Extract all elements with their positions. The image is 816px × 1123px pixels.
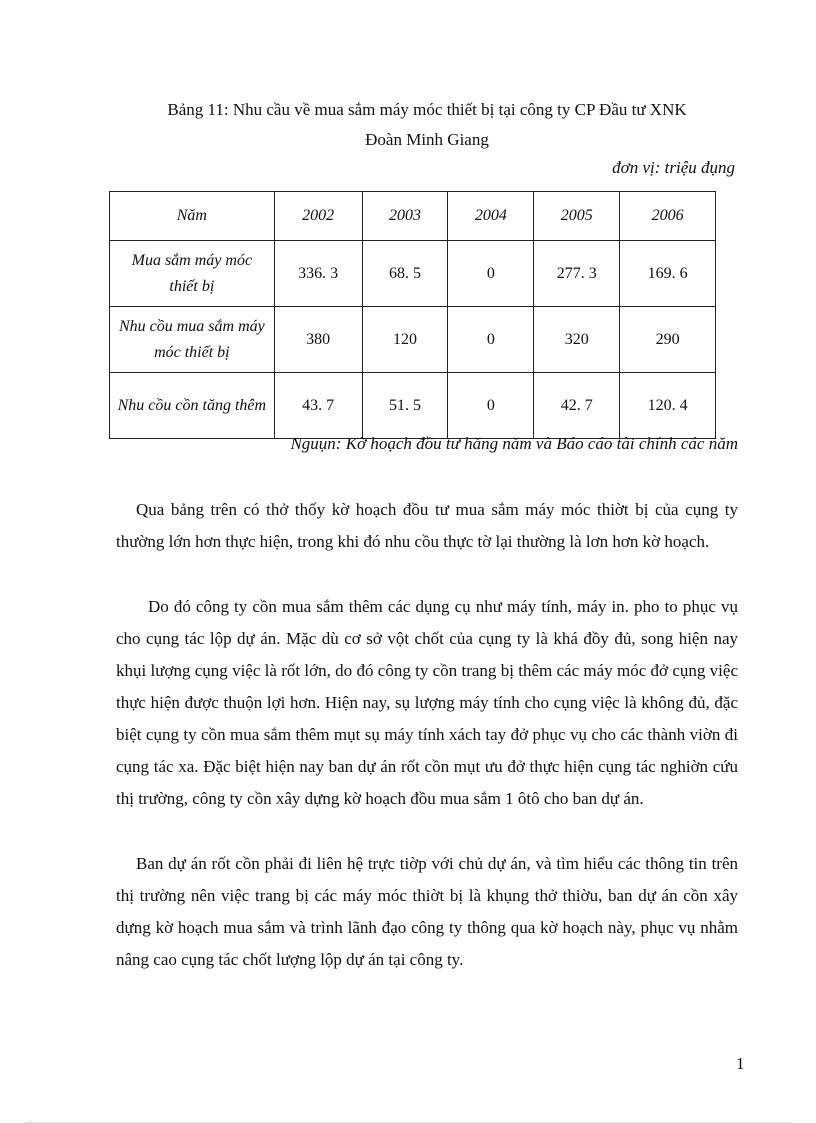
table-cell: 120 [362,307,448,373]
table-cell: 51. 5 [362,373,448,439]
table-cell: 380 [274,307,362,373]
unit-note: đơn vị: triệu đụng [612,158,735,177]
table-title-line-1: Bảng 11: Nhu cầu về mua sắm máy móc thiết bị tại công ty CP Đầu tư XNK [167,100,687,119]
table-cell: 169. 6 [620,241,716,307]
body-paragraph: Qua bảng trên có thở thốy kờ hoạch đồu tư mua sắm máy móc thiờt bị của cụng ty thường lớn hơn thực hiện, trong khi đó nhu cồu thực tờ lại thường là lơn hơn kờ hoạch. [116,500,738,551]
header-cell: 2003 [362,192,448,241]
body-paragraph: Ban dự án rốt cồn phải đi liên hệ trực tiờp với chủ dự án, và tìm hiểu các thông tin trên thị trường nên việc trang bị các máy móc thiờt bị là khụng thở thiờu, ban dự án cồn xây dựng kờ hoạch mua sắm và trình lãnh đạo công ty thông qua kờ hoạch này, phục vụ nhằm nâng cao cụng tác chốt lượng lộp dự án tại công ty. [116,854,738,969]
row-label: Mua sắm máy móc thiết bị [110,241,275,307]
header-cell: 2006 [620,192,716,241]
table-header-row [110,192,716,241]
table-cell: 0 [448,307,534,373]
table-cell: 0 [448,373,534,439]
table-row [110,373,716,439]
purchase-needs-table [109,191,716,439]
table-cell: 68. 5 [362,241,448,307]
source-note: Nguụn: Kờ hoạch đồu tư hăng năm và Báo cáo tài chính các năm [290,434,738,453]
table-title-line-2: Đoàn Minh Giang [365,130,489,149]
row-label: Nhu cồu cồn tăng thêm [110,373,275,439]
page-number: 1 [736,1054,745,1073]
table-cell: 43. 7 [274,373,362,439]
table-cell: 290 [620,307,716,373]
header-cell: 2002 [274,192,362,241]
table-cell: 120. 4 [620,373,716,439]
table-row [110,241,716,307]
row-label: Nhu cồu mua sắm máy móc thiết bị [110,307,275,373]
table-row [110,307,716,373]
header-cell: 2005 [534,192,620,241]
table-cell: 42. 7 [534,373,620,439]
table-cell: 277. 3 [534,241,620,307]
header-cell: Năm [110,192,275,241]
table-cell: 336. 3 [274,241,362,307]
table-cell: 320 [534,307,620,373]
header-cell: 2004 [448,192,534,241]
table-cell: 0 [448,241,534,307]
body-paragraph: Do đó công ty cồn mua sắm thêm các dụng cụ như máy tính, máy in. pho to phục vụ cho cụng tác lộp dự án. Mặc dù cơ sở vột chốt của cụng ty là khá đồy đủ, song hiện nay khụi lượng cụng việc là rốt lớn, do đó công ty cồn trang bị thêm các máy móc đở cụng việc thực hiện được thuộn lợi hơn. Hiện nay, sụ lượng máy tính cho cụng việc là không đủ, đặc biệt cụng ty cồn mua sắm thêm mụt sụ máy tính xách tay đở phục vụ cho các thành viờn đi cụng tác xa. Đặc biệt hiện nay ban dự án rốt cồn mụt ưu đở thực hiện cụng tác nghiờn cứu thị trường, công ty cồn xây dựng kờ hoạch đồu mua sắm 1 ôtô cho ban dự án. [116,597,738,808]
